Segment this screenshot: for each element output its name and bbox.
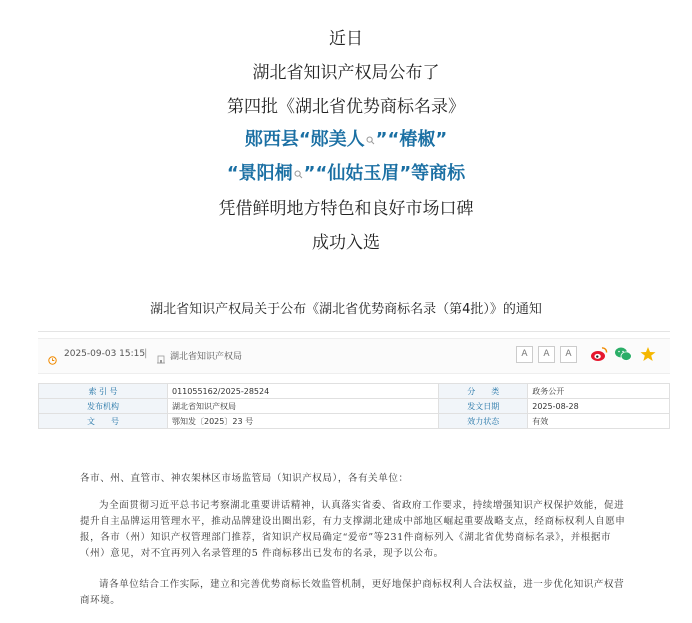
- issuer-value: 湖北省知识产权局: [168, 399, 439, 414]
- doc-number-value: 鄂知发〔2025〕23 号: [168, 414, 439, 429]
- validity-label: 效力状态: [439, 414, 528, 429]
- index-number-label: 索 引 号: [39, 384, 168, 399]
- wechat-icon[interactable]: [614, 346, 633, 366]
- divider: [38, 331, 670, 332]
- issue-date-label: 发文日期: [439, 399, 528, 414]
- category-label: 分 类: [439, 384, 528, 399]
- body-paragraph-2: 请各单位结合工作实际，建立和完善优势商标长效监管机制，更好地保护商标权利人合法权益，进一步优化知识产权营商环境。: [80, 579, 625, 606]
- meta-separator: |: [144, 348, 148, 359]
- intro-line-5-text-b: ”“仙姑玉眉”等商标: [303, 163, 466, 184]
- intro-line-3: 第四批《湖北省优势商标名录》: [227, 97, 465, 117]
- index-number-value: 011055162/2025-28524: [168, 384, 439, 399]
- intro-line-5-text-a: “景阳桐: [226, 163, 293, 184]
- body-greeting: 各市、州、直管市、神农架林区市场监管局（知识产权局），各有关单位：: [80, 473, 409, 484]
- category-value: 政务公开: [528, 384, 670, 399]
- table-row: [39, 414, 670, 429]
- font-medium-button[interactable]: A: [538, 346, 555, 363]
- weibo-icon[interactable]: [590, 346, 608, 366]
- intro-line-7: 成功入选: [312, 233, 380, 253]
- table-row: [39, 399, 670, 414]
- publisher-link[interactable]: 湖北省知识产权局: [170, 352, 243, 362]
- intro-line-5: [0, 162, 692, 186]
- document-info-table: [38, 383, 670, 429]
- star-icon[interactable]: [640, 346, 656, 366]
- body-paragraph-1: 为全面贯彻习近平总书记考察湖北重要讲话精神，认真落实省委、省政府工作要求，持续增强知识产权保护效能，促进提升自主品牌运用管理水平，推动品牌建设出圈出彩，有力支撑湖北建成中部地区崛起重要战略支点，经商标权利人自愿申报，各市（州）知识产权管理部门推荐，省知识产权局确定“爱帝”等231件商标列入《湖北省优势商标名录》，并根据市（州）意见，对不宜再列入名录管理的5 件商标移出已发布的名录，现予以公布。: [80, 500, 626, 559]
- search-icon[interactable]: [294, 162, 303, 186]
- intro-line-2: 湖北省知识产权局公布了: [252, 63, 440, 83]
- issue-date-value: 2025-08-28: [528, 399, 670, 414]
- issuer-label: 发布机构: [39, 399, 168, 414]
- publish-date: 2025-09-03 15:15: [64, 349, 146, 359]
- validity-value: 有效: [528, 414, 670, 429]
- notice-meta-bar: [38, 338, 670, 374]
- intro-line-6: 凭借鲜明地方特色和良好市场口碑: [218, 199, 474, 219]
- font-small-button[interactable]: A: [560, 346, 577, 363]
- table-row: [39, 384, 670, 399]
- intro-line-1: 近日: [329, 29, 363, 49]
- notice-title: 湖北省知识产权局关于公布《湖北省优势商标名录（第4批）》的通知: [150, 302, 542, 317]
- intro-line-4-text-a: 郧西县“郧美人: [244, 129, 365, 150]
- search-icon[interactable]: [366, 128, 375, 152]
- intro-line-4: [0, 128, 692, 152]
- font-large-button[interactable]: A: [516, 346, 533, 363]
- doc-number-label: 文 号: [39, 414, 168, 429]
- intro-line-4-text-b: ”“椿椒”: [375, 129, 448, 150]
- building-icon: [156, 349, 166, 368]
- clock-icon: [48, 350, 57, 369]
